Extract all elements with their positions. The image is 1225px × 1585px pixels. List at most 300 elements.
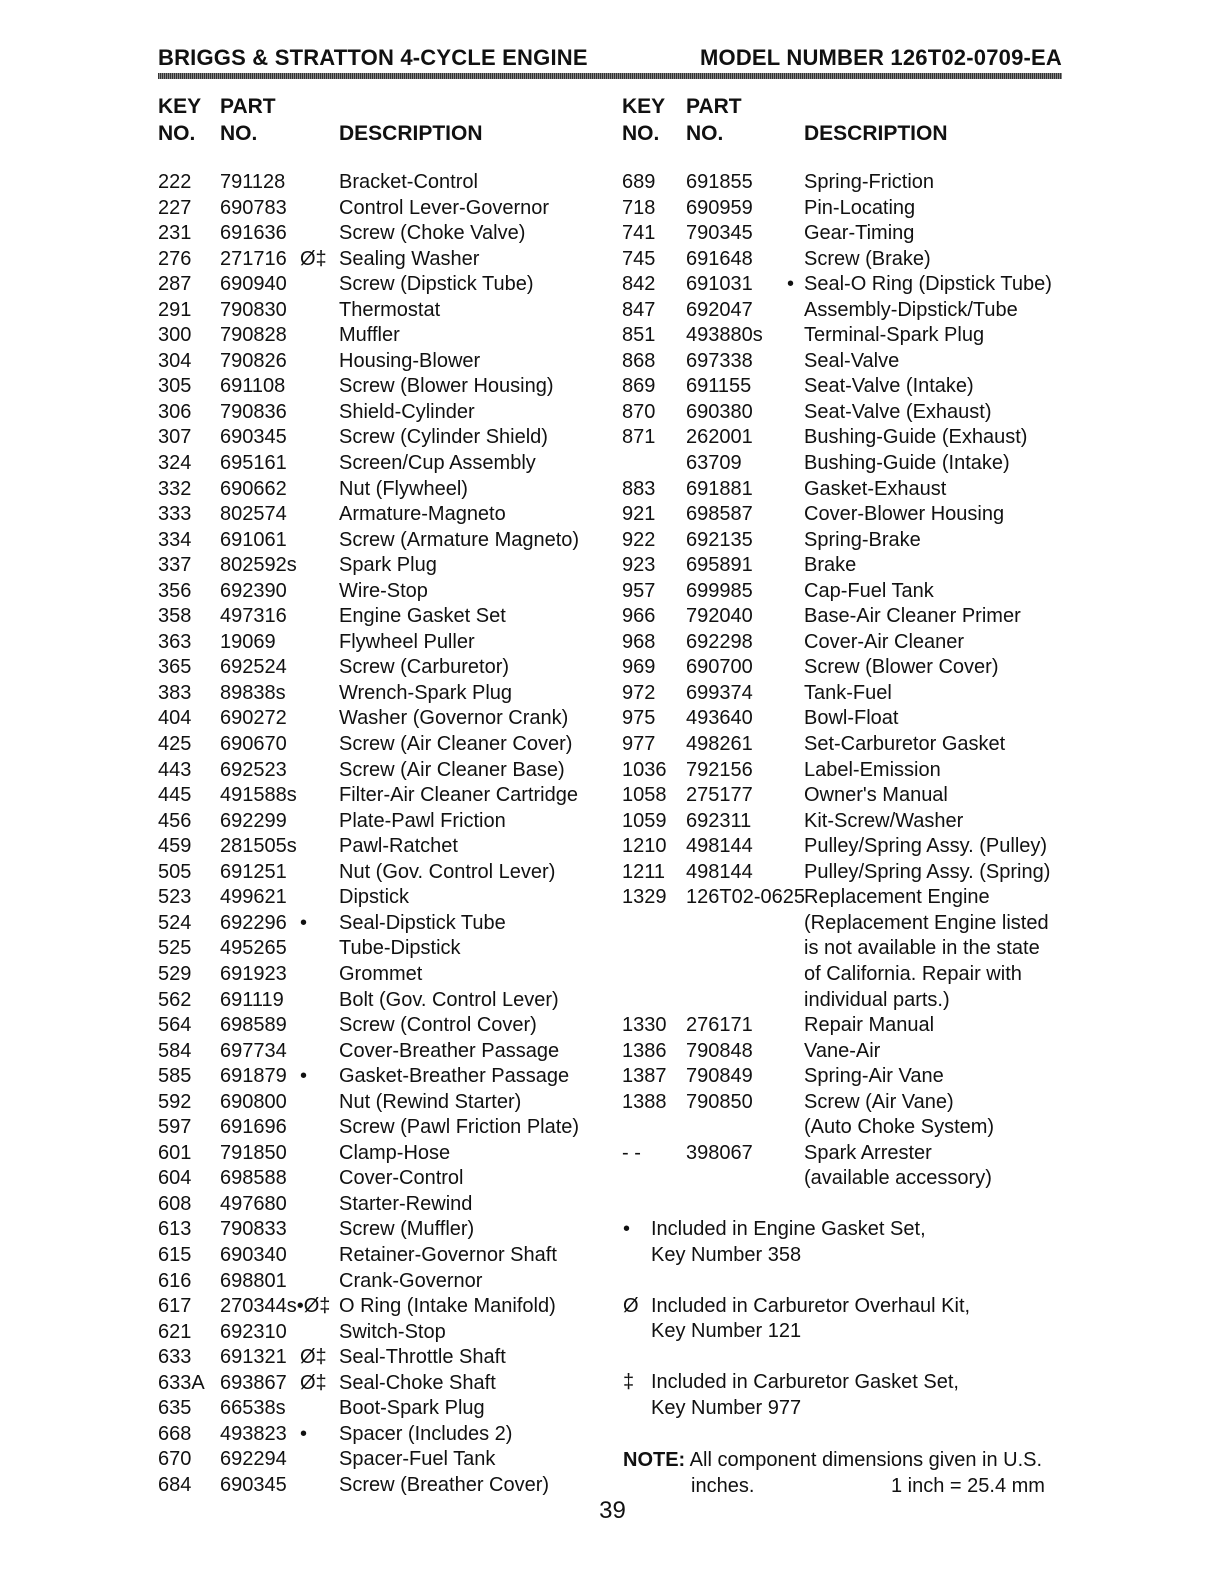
- part-description: Screw (Brake): [804, 247, 931, 270]
- part-mark: •: [300, 1065, 308, 1088]
- part-number: 690272: [220, 707, 287, 730]
- part-description: Gear-Timing: [804, 222, 915, 245]
- part-description: Screw (Muffler): [339, 1218, 475, 1241]
- header-title: BRIGGS & STRATTON 4-CYCLE ENGINE: [158, 45, 588, 70]
- part-description: Screw (Pawl Friction Plate): [339, 1116, 580, 1139]
- part-number: 691636: [220, 222, 287, 245]
- key-number: 883: [622, 477, 656, 500]
- key-number: 307: [158, 426, 192, 449]
- part-description: Engine Gasket Set: [339, 605, 506, 628]
- part-number: 792156: [686, 758, 753, 781]
- part-description: Dipstick: [339, 886, 410, 909]
- key-number: 670: [158, 1448, 192, 1471]
- part-description: Assembly-Dipstick/Tube: [804, 298, 1018, 321]
- note-line: Included in Engine Gasket Set,: [651, 1218, 926, 1240]
- part-description: Screw (Air Cleaner Cover): [339, 733, 573, 756]
- part-number: 692311: [686, 809, 752, 832]
- key-number: 635: [158, 1397, 192, 1420]
- part-number: 690380: [686, 400, 753, 423]
- part-number: 690345: [220, 426, 287, 449]
- key-number: 1388: [622, 1090, 667, 1113]
- part-description: Bracket-Control: [339, 171, 478, 193]
- key-number: 613: [158, 1218, 192, 1241]
- part-description: Screw (Cylinder Shield): [339, 426, 548, 449]
- part-number: 691321: [220, 1346, 287, 1369]
- header-rule: [158, 73, 1062, 79]
- part-description: (Auto Choke System): [804, 1116, 995, 1139]
- part-number: 790836: [220, 400, 287, 423]
- key-number: 365: [158, 656, 192, 679]
- key-number: 562: [158, 988, 192, 1011]
- part-number: 802574: [220, 503, 287, 526]
- part-number: 690670: [220, 733, 287, 756]
- part-description: Label-Emission: [804, 758, 941, 781]
- part-number: 497316: [220, 605, 287, 628]
- key-number: 608: [158, 1192, 192, 1215]
- part-number: 498144: [686, 860, 753, 883]
- part-number: 66538s: [220, 1397, 286, 1420]
- key-number: 851: [622, 324, 656, 347]
- key-number: 524: [158, 911, 192, 934]
- part-description: Seal-Throttle Shaft: [339, 1346, 506, 1369]
- part-number: 690959: [686, 196, 753, 219]
- key-header: KEY: [622, 95, 666, 118]
- part-description: Screw (Control Cover): [339, 1014, 537, 1037]
- part-description: Screw (Breather Cover): [339, 1473, 550, 1496]
- part-description: O Ring (Intake Manifold): [339, 1295, 556, 1318]
- part-description: Bolt (Gov. Control Lever): [339, 988, 559, 1011]
- note-overhaul-kit: [623, 1294, 970, 1345]
- part-number: 690662: [220, 477, 287, 500]
- part-mark: •: [300, 1422, 308, 1445]
- part-number: 498261: [686, 733, 753, 756]
- part-description: Bowl-Float: [804, 707, 899, 730]
- page-header: [158, 45, 1062, 77]
- part-header-no: NO.: [220, 122, 258, 145]
- part-number: 697734: [220, 1039, 287, 1062]
- part-number: 63709: [686, 452, 742, 475]
- key-number: 968: [622, 630, 656, 653]
- key-number: 332: [158, 477, 192, 500]
- part-number: 690700: [686, 656, 753, 679]
- part-number: 281505s: [220, 835, 297, 858]
- key-number: 745: [622, 247, 656, 270]
- key-number: 689: [622, 171, 656, 193]
- key-number: 1036: [622, 758, 667, 781]
- key-number: 1210: [622, 835, 667, 858]
- part-mark: •: [300, 911, 308, 934]
- key-number: 445: [158, 784, 192, 807]
- part-number: 791850: [220, 1141, 287, 1164]
- key-header-no: NO.: [622, 122, 660, 145]
- part-header-no: NO.: [686, 122, 724, 145]
- key-number: 601: [158, 1141, 192, 1164]
- part-description: Pin-Locating: [804, 196, 916, 219]
- part-number: 790849: [686, 1065, 753, 1088]
- page-number: 39: [599, 1497, 626, 1524]
- key-number: 356: [158, 579, 192, 602]
- part-description: Plate-Pawl Friction: [339, 809, 506, 832]
- key-number: 969: [622, 656, 656, 679]
- part-description: Seat-Valve (Intake): [804, 375, 974, 398]
- key-number: 592: [158, 1090, 192, 1113]
- part-description: Cap-Fuel Tank: [804, 579, 934, 602]
- part-description: Spring-Air Vane: [804, 1065, 944, 1088]
- key-number: 597: [158, 1116, 192, 1139]
- note-line: Key Number 121: [651, 1320, 802, 1342]
- part-mark: •: [787, 273, 795, 296]
- part-number: 692047: [686, 298, 753, 321]
- part-number: 692524: [220, 656, 287, 679]
- part-description: Tube-Dipstick: [339, 937, 461, 960]
- part-description: Spark Plug: [339, 554, 437, 577]
- key-number: 633: [158, 1346, 192, 1369]
- key-number: 305: [158, 375, 192, 398]
- part-description: Bushing-Guide (Exhaust): [804, 426, 1028, 449]
- part-number: 690783: [220, 196, 287, 219]
- part-header: PART: [686, 95, 742, 118]
- part-description: Seal-Dipstick Tube: [339, 911, 506, 934]
- part-description: Vane-Air: [804, 1039, 881, 1062]
- part-description: Terminal-Spark Plug: [804, 324, 985, 347]
- part-number: 691879: [220, 1065, 287, 1088]
- part-number: 691061: [220, 528, 287, 551]
- part-description: Pulley/Spring Assy. (Pulley): [804, 835, 1048, 858]
- key-number: 304: [158, 349, 192, 372]
- key-number: 337: [158, 554, 192, 577]
- part-number: 126T02-0625: [686, 886, 805, 909]
- part-description: Armature-Magneto: [339, 503, 506, 526]
- key-number: 383: [158, 681, 192, 704]
- part-description: (Replacement Engine listed: [804, 911, 1049, 934]
- part-number: 691881: [686, 477, 753, 500]
- key-header-no: NO.: [158, 122, 196, 145]
- part-description: Cover-Air Cleaner: [804, 630, 965, 653]
- key-number: 868: [622, 349, 656, 372]
- part-number: 493640: [686, 707, 753, 730]
- key-number: 847: [622, 298, 656, 321]
- part-description: Repair Manual: [804, 1014, 935, 1037]
- part-description: Screw (Carburetor): [339, 656, 510, 679]
- key-number: 333: [158, 503, 192, 526]
- key-number: 615: [158, 1243, 192, 1266]
- key-number: 324: [158, 452, 192, 475]
- key-number: 1386: [622, 1039, 667, 1062]
- note-line: Included in Carburetor Overhaul Kit,: [651, 1294, 971, 1317]
- key-number: 459: [158, 835, 192, 858]
- part-number: 690800: [220, 1090, 287, 1113]
- dimensions-note: [623, 1448, 1063, 1499]
- key-number: 957: [622, 579, 656, 602]
- key-number: 291: [158, 298, 192, 321]
- part-number: 493880s: [686, 324, 763, 347]
- key-number: 276: [158, 247, 192, 270]
- part-description: Cover-Control: [339, 1167, 464, 1190]
- part-number: 692310: [220, 1320, 287, 1343]
- key-number: 334: [158, 528, 192, 551]
- key-number: 923: [622, 554, 656, 577]
- key-number: 1059: [622, 809, 667, 832]
- part-description: Set-Carburetor Gasket: [804, 733, 1006, 756]
- part-number: 690940: [220, 273, 287, 296]
- part-description: Screw (Air Cleaner Base): [339, 758, 565, 781]
- part-number: 690340: [220, 1243, 287, 1266]
- part-description: Cover-Blower Housing: [804, 503, 1005, 526]
- note-carb-gasket-set: [623, 1370, 970, 1421]
- key-number: 921: [622, 503, 656, 526]
- key-number: 505: [158, 860, 192, 883]
- part-description: Muffler: [339, 324, 400, 347]
- key-number: 684: [158, 1473, 192, 1496]
- slashed-o-symbol: Ø: [623, 1294, 639, 1317]
- part-description: Kit-Screw/Washer: [804, 809, 964, 832]
- part-number: 790345: [686, 222, 753, 245]
- key-number: 287: [158, 273, 192, 296]
- key-number: 616: [158, 1269, 192, 1292]
- key-number: 523: [158, 886, 192, 909]
- part-description: Gasket-Breather Passage: [339, 1065, 570, 1088]
- part-description: individual parts.): [804, 988, 950, 1011]
- part-number: 497680: [220, 1192, 287, 1215]
- key-number: 306: [158, 400, 192, 423]
- part-description: Seal-Choke Shaft: [339, 1371, 496, 1394]
- double-dagger-symbol: ‡: [623, 1371, 635, 1393]
- part-description: Spacer (Includes 2): [339, 1422, 513, 1445]
- part-number: 790848: [686, 1039, 753, 1062]
- part-description: Starter-Rewind: [339, 1192, 473, 1215]
- part-number: 692390: [220, 579, 287, 602]
- key-number: 443: [158, 758, 192, 781]
- key-number: 227: [158, 196, 192, 219]
- bullet-symbol: •: [623, 1218, 631, 1240]
- part-description: Seal-O Ring (Dipstick Tube): [804, 273, 1052, 296]
- part-number: 698801: [220, 1269, 287, 1292]
- part-description: Seat-Valve (Exhaust): [804, 400, 992, 423]
- note-gasket-set: [623, 1217, 970, 1268]
- key-number: 869: [622, 375, 656, 398]
- key-number: 404: [158, 707, 192, 730]
- part-number: 691696: [220, 1116, 287, 1139]
- key-number: 300: [158, 324, 192, 347]
- part-number: 692299: [220, 809, 287, 832]
- key-number: 621: [158, 1320, 192, 1343]
- part-number: 790826: [220, 349, 287, 372]
- part-number: 275177: [686, 784, 753, 807]
- part-description: Flywheel Puller: [339, 630, 475, 653]
- part-number: 499621: [220, 886, 287, 909]
- part-number: 692294: [220, 1448, 287, 1471]
- key-number: 741: [622, 222, 656, 245]
- part-number: 699374: [686, 681, 753, 704]
- key-number: 966: [622, 605, 656, 628]
- part-description: Seal-Valve: [804, 349, 900, 372]
- key-number: 584: [158, 1039, 192, 1062]
- part-number: 690345: [220, 1473, 287, 1496]
- key-number: 633A: [158, 1371, 205, 1394]
- part-description: Grommet: [339, 962, 423, 985]
- part-description: Switch-Stop: [339, 1320, 446, 1343]
- part-mark: Ø‡: [300, 1371, 327, 1394]
- part-description: Replacement Engine: [804, 886, 990, 909]
- key-number: 871: [622, 426, 656, 449]
- part-description: Crank-Governor: [339, 1269, 483, 1292]
- key-number: 617: [158, 1295, 192, 1318]
- note-text: All component dimensions given in U.S.: [689, 1449, 1043, 1471]
- header-model-number: MODEL NUMBER 126T02-0709-EA: [700, 45, 1062, 70]
- key-number: 718: [622, 196, 656, 219]
- part-number: 790828: [220, 324, 287, 347]
- part-number: 491588s: [220, 784, 297, 807]
- part-description: Cover-Breather Passage: [339, 1039, 560, 1062]
- part-number: 691648: [686, 247, 753, 270]
- key-number: 358: [158, 605, 192, 628]
- part-description: Wrench-Spark Plug: [339, 681, 513, 704]
- part-number: 691855: [686, 171, 753, 193]
- part-description: Washer (Governor Crank): [339, 707, 569, 730]
- key-number: 1211: [622, 860, 666, 883]
- part-description: Screen/Cup Assembly: [339, 452, 536, 475]
- note-line: Included in Carburetor Gasket Set,: [651, 1371, 959, 1393]
- part-number: 271716: [220, 247, 287, 270]
- part-number: 692523: [220, 758, 287, 781]
- part-description: Wire-Stop: [339, 579, 428, 602]
- key-number: 842: [622, 273, 656, 296]
- key-number: 456: [158, 809, 192, 832]
- part-description: Clamp-Hose: [339, 1141, 451, 1164]
- key-number: 222: [158, 171, 192, 193]
- part-number: 691108: [220, 375, 286, 398]
- part-number: 693867: [220, 1371, 287, 1394]
- part-description: Base-Air Cleaner Primer: [804, 605, 1021, 628]
- part-description: Bushing-Guide (Intake): [804, 452, 1010, 475]
- part-description: Thermostat: [339, 298, 441, 321]
- part-number: 791128: [220, 171, 286, 193]
- key-number: 529: [158, 962, 192, 985]
- part-number: 276171: [686, 1014, 753, 1037]
- key-number: 1329: [622, 886, 667, 909]
- part-description: Spacer-Fuel Tank: [339, 1448, 496, 1471]
- part-description: Shield-Cylinder: [339, 400, 475, 423]
- part-description: Nut (Rewind Starter): [339, 1090, 522, 1113]
- note-label: NOTE:: [623, 1449, 686, 1471]
- part-number: 691251: [220, 860, 287, 883]
- part-number: 790830: [220, 298, 287, 321]
- key-header: KEY: [158, 95, 202, 118]
- part-description: is not available in the state: [804, 937, 1040, 960]
- note-text-continued: inches.: [691, 1474, 755, 1497]
- part-number: 691031: [686, 273, 753, 296]
- note-line: Key Number 358: [651, 1243, 802, 1266]
- part-number: 695161: [220, 452, 287, 475]
- description-header: DESCRIPTION: [339, 122, 483, 145]
- part-number: 695891: [686, 554, 753, 577]
- part-header: PART: [220, 95, 276, 118]
- key-number: 870: [622, 400, 656, 423]
- part-description: Spark Arrester: [804, 1141, 932, 1164]
- key-number: 977: [622, 733, 656, 756]
- part-number: 792040: [686, 605, 753, 628]
- part-mark: Ø‡: [300, 1346, 327, 1369]
- key-number: 1330: [622, 1014, 667, 1037]
- part-description: Screw (Blower Cover): [804, 656, 999, 679]
- part-number: 691923: [220, 962, 287, 985]
- key-number: 363: [158, 630, 192, 653]
- part-description: Filter-Air Cleaner Cartridge: [339, 784, 578, 807]
- part-number: 89838s: [220, 681, 286, 704]
- key-number: 604: [158, 1167, 192, 1190]
- part-description: Nut (Flywheel): [339, 477, 468, 500]
- part-number: 692298: [686, 630, 753, 653]
- key-number: 1387: [622, 1065, 667, 1088]
- part-description: of California. Repair with: [804, 962, 1022, 985]
- part-number: 691119: [220, 988, 284, 1011]
- part-number: 802592s: [220, 554, 297, 577]
- key-number: 975: [622, 707, 656, 730]
- key-number: 922: [622, 528, 656, 551]
- part-description: (available accessory): [804, 1167, 992, 1190]
- part-number: 692135: [686, 528, 753, 551]
- part-description: Retainer-Governor Shaft: [339, 1243, 557, 1266]
- key-number: - -: [622, 1141, 641, 1164]
- key-number: 668: [158, 1422, 192, 1445]
- key-number: 231: [158, 222, 192, 245]
- part-number: 498144: [686, 835, 753, 858]
- key-number: 425: [158, 733, 192, 756]
- part-description: Pulley/Spring Assy. (Spring): [804, 860, 1051, 883]
- unit-conversion: 1 inch = 25.4 mm: [891, 1474, 1045, 1497]
- part-mark: Ø‡: [300, 247, 327, 270]
- part-description: Gasket-Exhaust: [804, 477, 947, 500]
- part-number: 790833: [220, 1218, 287, 1241]
- key-number: 525: [158, 937, 192, 960]
- part-number: 398067: [686, 1141, 753, 1164]
- part-number: 691155: [686, 375, 752, 398]
- part-description: Housing-Blower: [339, 349, 481, 372]
- part-number: 698588: [220, 1167, 287, 1190]
- description-header: DESCRIPTION: [804, 122, 948, 145]
- key-number: 1058: [622, 784, 667, 807]
- part-description: Screw (Air Vane): [804, 1090, 954, 1113]
- part-description: Screw (Armature Magneto): [339, 528, 580, 551]
- part-number: 697338: [686, 349, 753, 372]
- part-number: 270344s•Ø‡: [220, 1295, 331, 1318]
- key-number: 972: [622, 681, 656, 704]
- part-description: Spring-Brake: [804, 528, 921, 551]
- part-description: Screw (Choke Valve): [339, 222, 526, 245]
- part-number: 692296: [220, 911, 287, 934]
- legend-notes: [623, 1217, 970, 1447]
- part-description: Boot-Spark Plug: [339, 1397, 485, 1420]
- part-description: Screw (Blower Housing): [339, 375, 554, 398]
- part-number: 19069: [220, 630, 276, 653]
- key-number: 585: [158, 1065, 192, 1088]
- part-description: Sealing Washer: [339, 247, 480, 270]
- key-number: 564: [158, 1014, 192, 1037]
- part-description: Owner's Manual: [804, 784, 948, 807]
- part-description: Tank-Fuel: [804, 681, 892, 704]
- part-description: Spring-Friction: [804, 171, 935, 193]
- part-description: Nut (Gov. Control Lever): [339, 860, 556, 883]
- part-number: 698587: [686, 503, 753, 526]
- part-number: 698589: [220, 1014, 287, 1037]
- part-number: 262001: [686, 426, 753, 449]
- part-number: 495265: [220, 937, 287, 960]
- part-number: 790850: [686, 1090, 753, 1113]
- note-line: Key Number 977: [651, 1396, 802, 1419]
- part-description: Pawl-Ratchet: [339, 835, 458, 858]
- part-number: 493823: [220, 1422, 287, 1445]
- part-description: Screw (Dipstick Tube): [339, 273, 534, 296]
